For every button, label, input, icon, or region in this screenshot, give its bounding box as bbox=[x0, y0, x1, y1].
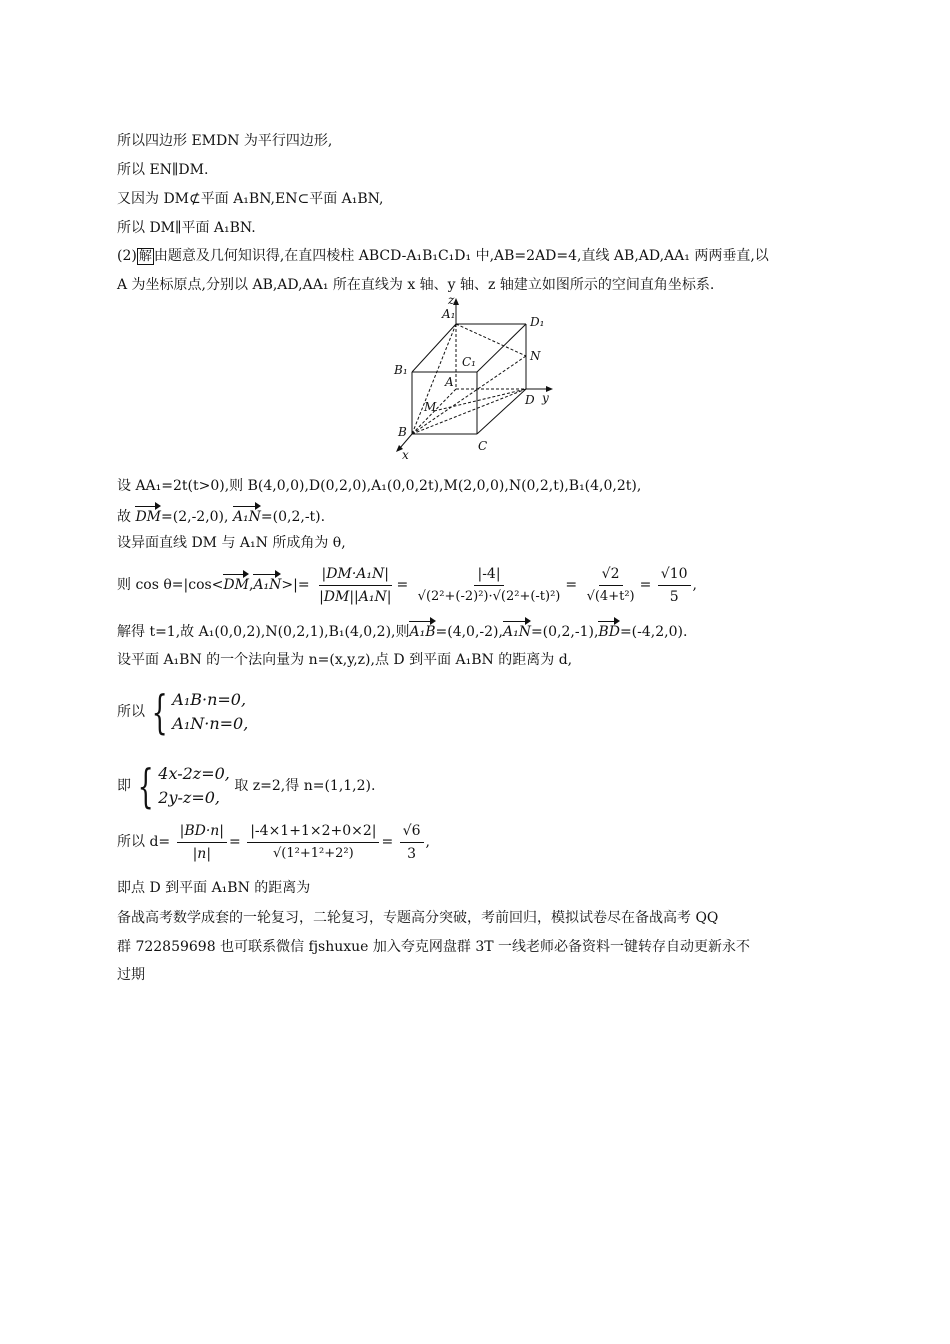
eq-gt: >|= bbox=[281, 577, 310, 593]
fraction-3 bbox=[584, 564, 638, 607]
label-D: D bbox=[525, 393, 535, 407]
vector-DM: DM bbox=[135, 503, 161, 525]
fraction-1 bbox=[316, 564, 394, 607]
fraction-1-den: |DM||A₁N| bbox=[319, 588, 392, 605]
text-line-5-body: 由题意及几何知识得,在直四棱柱 ABCD-A₁B₁C₁D₁ 中,AB=2AD=4,直线 AB,AD,AA₁ 两两垂直,以 bbox=[153, 248, 769, 264]
distance-equation bbox=[117, 818, 430, 866]
text-line-11-m2: =(0,2,-1), bbox=[530, 624, 599, 640]
system-1-row-2: A₁N·n=0, bbox=[172, 714, 249, 733]
label-y-axis: y bbox=[542, 391, 549, 405]
text-line-11 bbox=[117, 618, 687, 642]
system-2 bbox=[117, 760, 375, 812]
distance-fraction-3-den: 3 bbox=[407, 845, 417, 862]
text-line-8-mid: =(2,-2,0), bbox=[161, 509, 229, 525]
text-line-2: 所以 EN∥DM. bbox=[117, 162, 209, 178]
ad-line-1: 备战高考数学成套的一轮复习，二轮复习，专题高分突破，考前回归，模拟试卷尽在备战高考 QQ bbox=[117, 910, 719, 926]
fraction-3-num: √2 bbox=[599, 564, 623, 586]
label-A1: A₁ bbox=[442, 307, 456, 321]
text-line-5 bbox=[117, 246, 769, 267]
solution-tag: 解 bbox=[138, 249, 152, 264]
distance-fraction-2-den: √(1²+1²+2²) bbox=[273, 845, 354, 861]
system-1-row-1: A₁B·n=0, bbox=[172, 690, 247, 709]
vector-BD: BD bbox=[598, 618, 620, 640]
fraction-4-num: √10 bbox=[658, 564, 691, 586]
distance-pre: 所以 d= bbox=[117, 834, 171, 850]
vector-A1N: A₁N bbox=[233, 503, 261, 525]
text-line-7: 设 AA₁=2t(t>0),则 B(4,0,0),D(0,2,0),A₁(0,0,2t),M(2,0,0),N(0,2,t),B₁(4,0,2t), bbox=[117, 478, 642, 494]
fraction-2-den: √(2²+(-2)²)·√(2²+(-t)²) bbox=[417, 588, 561, 604]
label-B: B bbox=[398, 425, 407, 439]
part-number: (2) bbox=[117, 248, 137, 264]
fraction-4-den: 5 bbox=[669, 588, 679, 605]
equals: = bbox=[639, 577, 652, 593]
label-B1: B₁ bbox=[394, 363, 408, 377]
distance-fraction-2 bbox=[247, 821, 379, 864]
system-2-post: 取 z=2,得 n=(1,1,2). bbox=[234, 778, 376, 794]
vector-A1N: A₁N bbox=[503, 618, 531, 640]
distance-fraction-3 bbox=[400, 821, 424, 864]
equals: = bbox=[565, 577, 578, 593]
distance-fraction-1 bbox=[177, 821, 227, 864]
distance-fraction-2-num: |-4×1+1×2+0×2| bbox=[247, 821, 379, 843]
text-line-11-m3: =(-4,2,0). bbox=[619, 624, 688, 640]
text-line-12: 设平面 A₁BN 的一个法向量为 n=(x,y,z),点 D 到平面 A₁BN 的距离为 d, bbox=[117, 652, 573, 668]
ad-line-2: 群 722859698 也可联系微信 fjshuxue 加入夸克网盘群 3T 一线老师必备资料一键转存自动更新永不 bbox=[117, 939, 751, 955]
eq-end: , bbox=[692, 577, 697, 593]
distance-fraction-1-num: |BD·n| bbox=[177, 821, 227, 843]
vector-DM: DM bbox=[223, 571, 249, 593]
fraction-3-den: √(4+t²) bbox=[586, 588, 635, 604]
text-line-16: 即点 D 到平面 A₁BN 的距离为 bbox=[117, 880, 311, 896]
label-C: C bbox=[478, 439, 488, 453]
fraction-4 bbox=[658, 564, 691, 607]
cos-theta-equation bbox=[117, 562, 697, 608]
system-1-rows bbox=[172, 688, 248, 736]
equals: = bbox=[229, 834, 241, 850]
distance-fraction-3-num: √6 bbox=[400, 821, 424, 843]
distance-fraction-1-den: |n| bbox=[192, 845, 212, 862]
system-1 bbox=[117, 686, 248, 738]
equals: = bbox=[396, 577, 409, 593]
label-N: N bbox=[530, 349, 541, 363]
fraction-2 bbox=[415, 564, 564, 607]
system-2-row-2: 2y-z=0, bbox=[158, 788, 221, 807]
vector-A1B: A₁B bbox=[409, 618, 435, 640]
label-z-axis: z bbox=[448, 296, 455, 307]
fraction-1-num: |DM·A₁N| bbox=[319, 564, 392, 586]
text-line-11-pre: 解得 t=1,故 A₁(0,0,2),N(0,2,1),B₁(4,0,2),则 bbox=[117, 624, 410, 640]
text-line-8-pre: 故 bbox=[117, 509, 131, 525]
equals: = bbox=[381, 834, 394, 850]
text-line-8 bbox=[117, 503, 325, 527]
text-line-9: 设异面直线 DM 与 A₁N 所成角为 θ, bbox=[117, 535, 346, 551]
label-x-axis: x bbox=[402, 448, 409, 462]
text-line-3: 又因为 DM⊄平面 A₁BN,EN⊂平面 A₁BN, bbox=[117, 191, 384, 207]
text-line-6: A 为坐标原点,分别以 AB,AD,AA₁ 所在直线为 x 轴、y 轴、z 轴建立如图所示的空间直角坐标系. bbox=[117, 277, 715, 293]
vector-A1N: A₁N bbox=[253, 571, 281, 593]
eq-comma: , bbox=[248, 577, 254, 593]
brace: { bbox=[137, 759, 154, 813]
distance-end: , bbox=[425, 834, 430, 850]
label-D1: D₁ bbox=[530, 315, 545, 329]
text-line-8-post: =(0,2,-t). bbox=[260, 509, 326, 525]
fraction-2-num: |-4| bbox=[474, 564, 503, 586]
label-C1: C₁ bbox=[462, 355, 476, 369]
text-line-11-m1: =(4,0,-2), bbox=[435, 624, 503, 640]
text-line-1: 所以四边形 EMDN 为平行四边形, bbox=[117, 133, 333, 149]
eq-pre: 则 cos θ=|cos< bbox=[117, 577, 224, 593]
system-2-rows bbox=[158, 762, 230, 810]
system-2-pre: 即 bbox=[117, 778, 131, 794]
text-line-4: 所以 DM∥平面 A₁BN. bbox=[117, 220, 256, 236]
brace: { bbox=[151, 685, 168, 739]
system-1-pre: 所以 bbox=[117, 704, 145, 720]
coordinate-cube-figure bbox=[390, 296, 560, 464]
system-2-row-1: 4x-2z=0, bbox=[158, 764, 230, 783]
label-A: A bbox=[445, 375, 454, 389]
label-M: M bbox=[424, 400, 437, 414]
ad-line-3: 过期 bbox=[117, 967, 145, 983]
